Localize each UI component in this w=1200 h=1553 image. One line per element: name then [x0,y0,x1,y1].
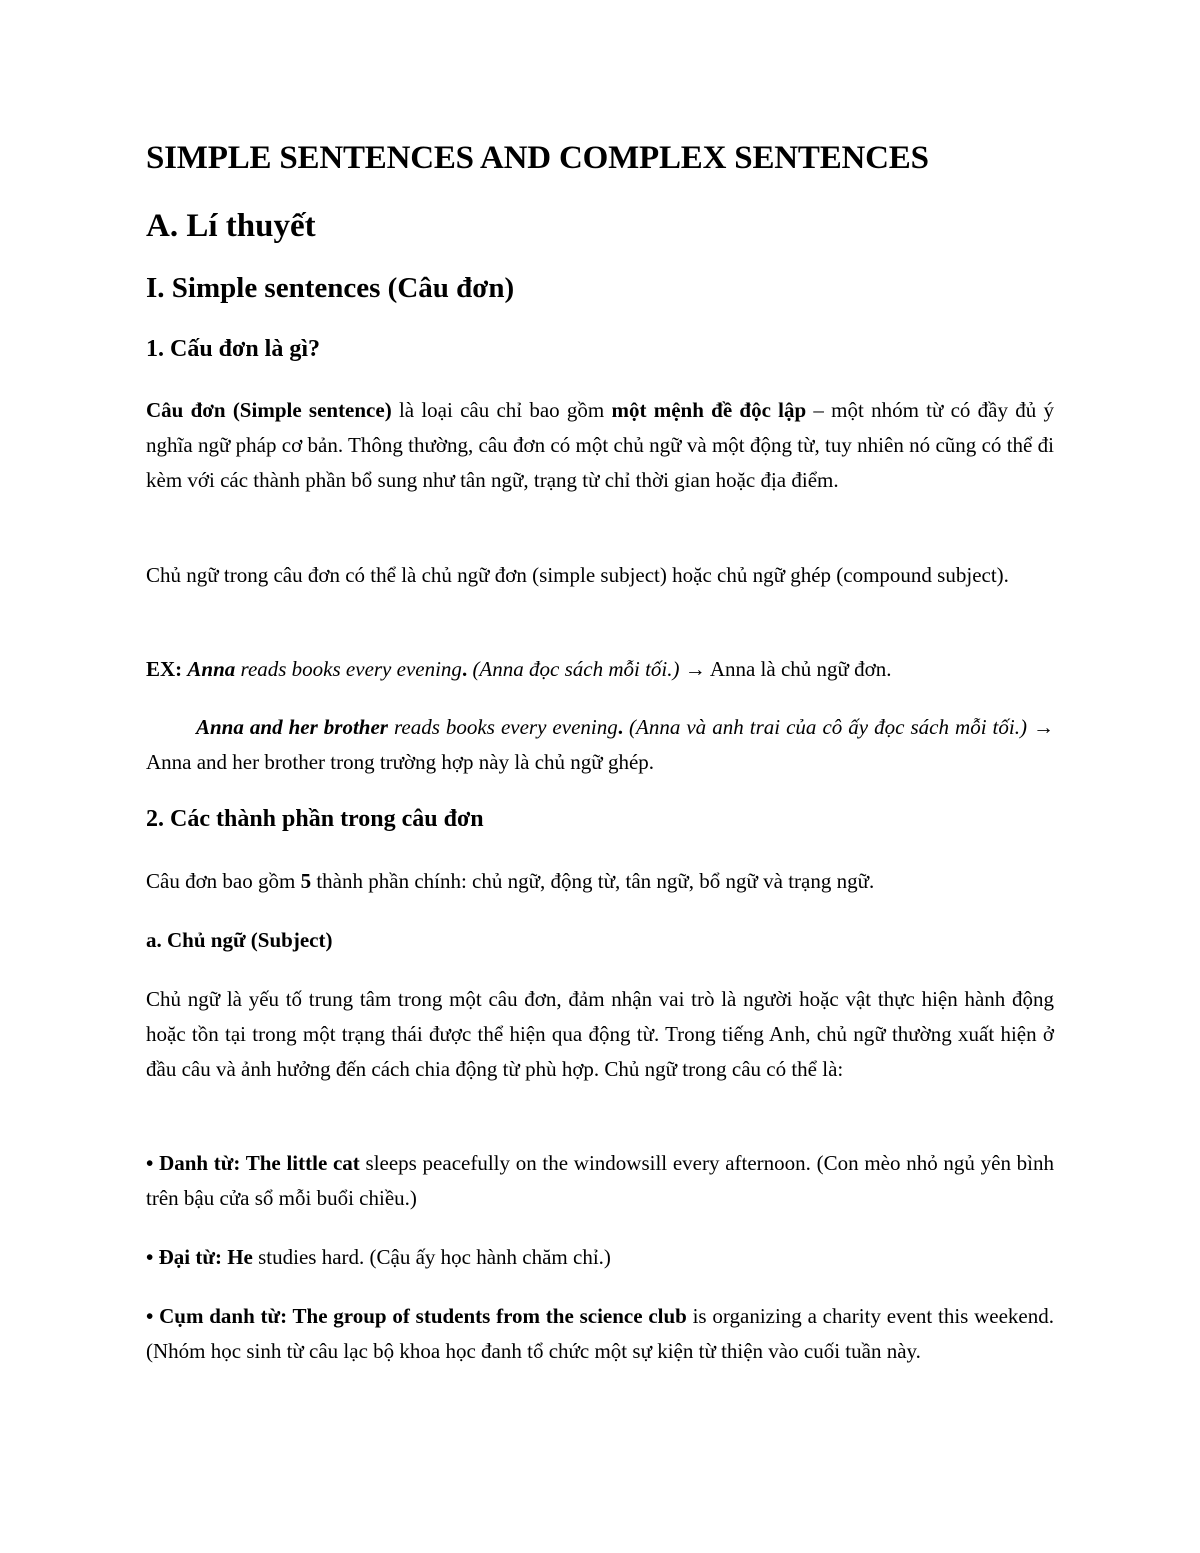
example-1-paragraph [146,652,1054,687]
heading-subject: a. Chủ ngữ (Subject) [146,928,333,952]
bullet-pronoun [146,1240,1054,1275]
example-2-note: → Anna and her brother trong trường hợp này là chủ ngữ ghép. [146,715,1054,774]
bullet-noun-phrase-label: • Cụm danh từ: [146,1304,288,1328]
components-paragraph [146,864,1054,899]
example-2-paragraph [146,710,1054,780]
bullet-pronoun-text: studies hard. (Cậu ấy học hành chăm chỉ.) [252,1245,611,1269]
example-2-translation: (Anna và anh trai của cô ấy đọc sách mỗi tối.) [622,715,1027,739]
example-label: EX: [146,657,183,681]
heading-components: 2. Các thành phần trong câu đơn [146,806,484,832]
definition-paragraph [146,393,1054,498]
components-count: 5 [300,869,312,893]
example-1-translation: (Anna đọc sách mỗi tối.) [467,657,680,681]
definition-term: Câu đơn (Simple sentence) [146,398,392,422]
bullet-noun [146,1146,1054,1216]
example-1-period: . [461,657,468,681]
heading-what-is-simple-sentence: 1. Cấu đơn là gì? [146,336,320,362]
section-a-heading: A. Lí thuyết [146,208,316,244]
section-i-heading: I. Simple sentences (Câu đơn) [146,272,515,304]
bullet-noun-phrase-text: is organizing a charity event this weekend. (Nhóm học sinh từ câu lạc bộ khoa học đanh tổ chức một sự kiện từ thiện vào cuối tuần này. [146,1304,1054,1363]
bullet-noun-phrase [146,1299,1054,1369]
document-title: SIMPLE SENTENCES AND COMPLEX SENTENCES [146,140,929,176]
example-2-sentence: reads books every evening [387,715,618,739]
bullet-pronoun-label: • Đại từ: [146,1245,222,1269]
example-1-note: → Anna là chủ ngữ đơn. [679,657,892,681]
example-2-subject: Anna and her brother [196,715,388,739]
example-1-sentence: reads books every evening [235,657,462,681]
definition-bold-phrase: một mệnh đề độc lập [611,398,807,422]
example-1-subject: Anna [187,657,236,681]
components-text-1: Câu đơn bao gồm [146,869,301,893]
bullet-pronoun-example: He [221,1245,253,1269]
subject-types-paragraph: Chủ ngữ trong câu đơn có thể là chủ ngữ đơn (simple subject) hoặc chủ ngữ ghép (compound subject). [146,563,1009,587]
subject-description-paragraph: Chủ ngữ là yếu tố trung tâm trong một câu đơn, đảm nhận vai trò là người hoặc vật thực hiện hành động hoặc tồn tại trong một trạng thái được thể hiện qua động từ. Trong tiếng Anh, chủ ngữ thường xuất hiện ở đầu câu và ảnh hưởng đến cách chia động từ phù hợp. Chủ ngữ trong câu có thể là: [146,987,1054,1081]
definition-text-2: – một nhóm từ có đầy đủ ý nghĩa ngữ pháp cơ bản. Thông thường, câu đơn có một chủ ngữ và một động từ, tuy nhiên nó cũng có thể đi kèm với các thành phần bổ sung như tân ngữ, trạng từ chỉ thời gian hoặc địa điểm. [146,398,1054,492]
definition-text-1: là loại câu chỉ bao gồm [391,398,612,422]
bullet-noun-phrase-example: The group of students from the science club [287,1304,687,1328]
bullet-noun-label: • Danh từ: [146,1151,241,1175]
example-2-period: . [617,715,623,739]
bullet-noun-text: sleeps peacefully on the windowsill every afternoon. (Con mèo nhỏ ngủ yên bình trên bậu cửa sổ mỗi buổi chiều.) [146,1151,1055,1210]
components-text-2: thành phần chính: chủ ngữ, động từ, tân ngữ, bổ ngữ và trạng ngữ. [311,869,875,893]
bullet-noun-example: The little cat [240,1151,360,1175]
